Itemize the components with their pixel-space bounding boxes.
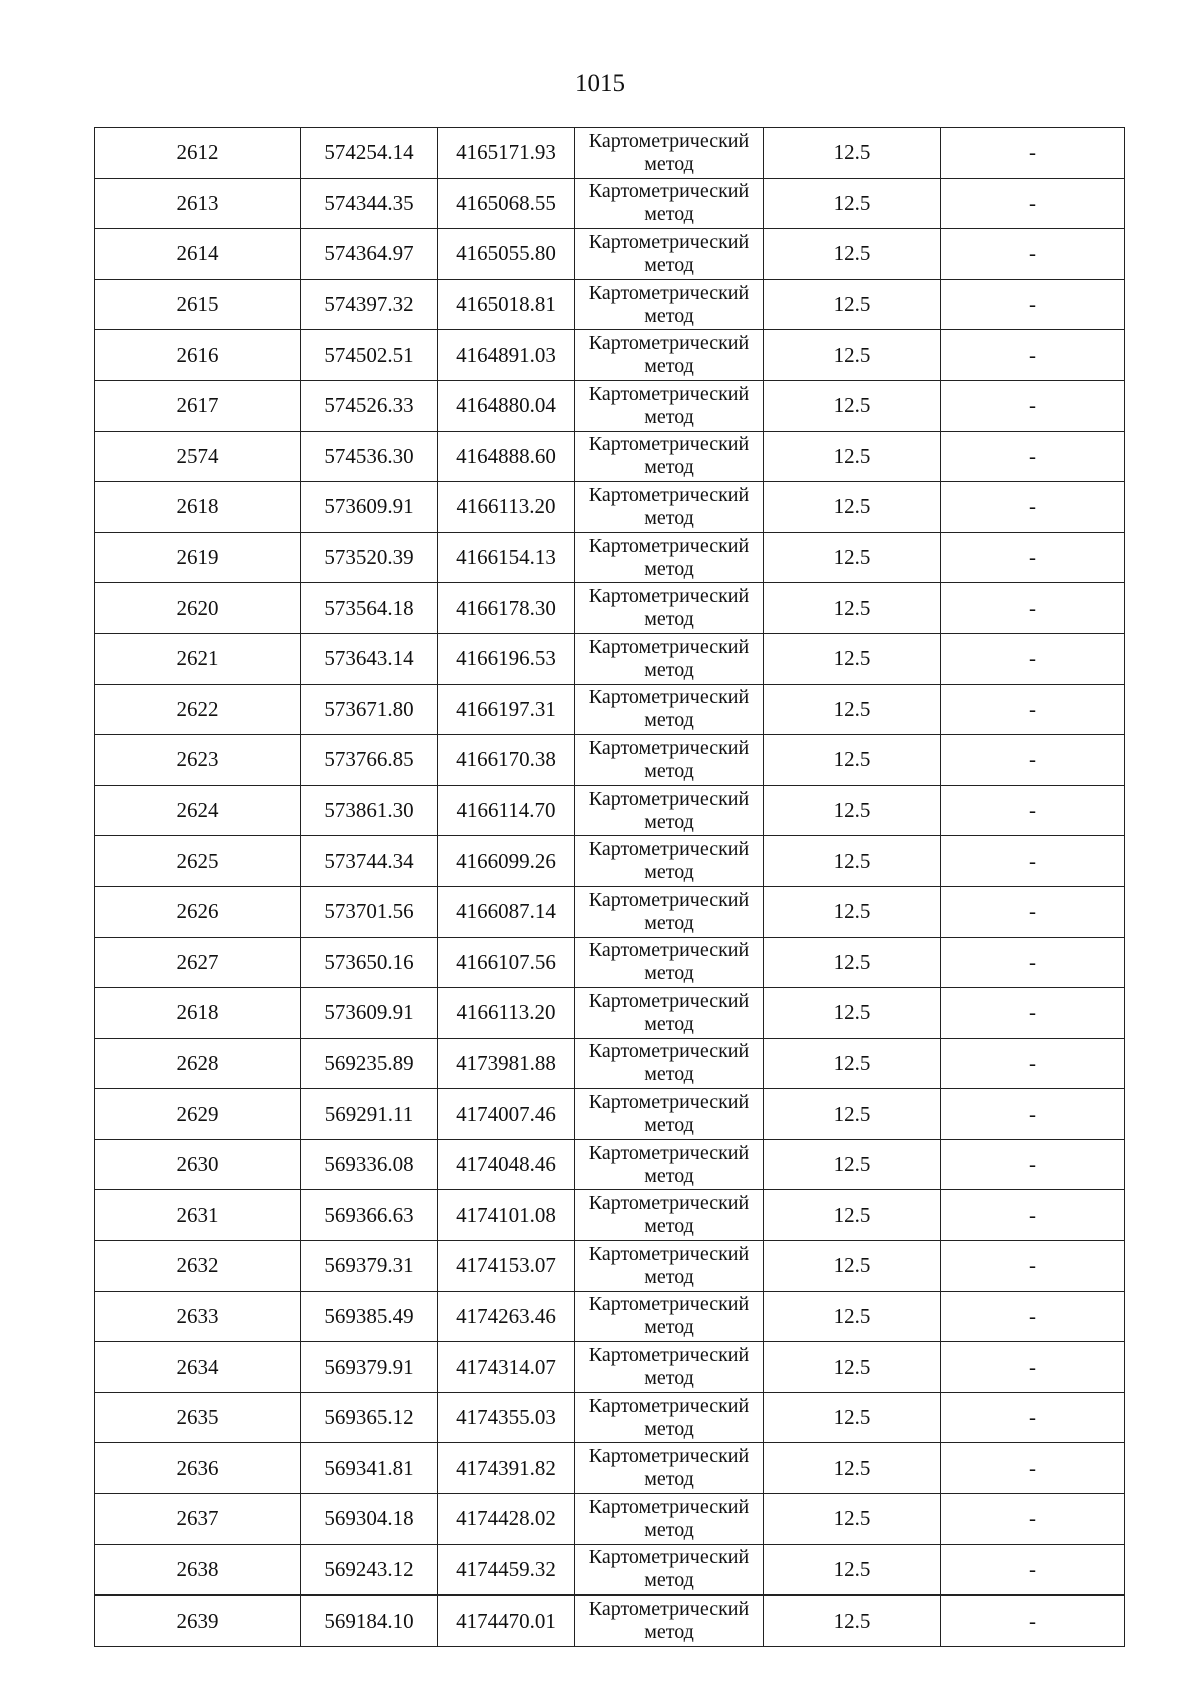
method-line-1: Картометрический xyxy=(588,888,750,911)
y-coordinate-cell: 4166087.14 xyxy=(438,886,575,937)
method-line-1: Картометрический xyxy=(588,534,750,557)
method-line-2: метод xyxy=(644,759,694,782)
method-cell xyxy=(575,684,764,735)
table-row xyxy=(95,1494,1125,1545)
method-cell xyxy=(575,330,764,381)
point-number-cell: 2623 xyxy=(95,735,301,786)
point-number-cell: 2625 xyxy=(95,836,301,887)
point-number-cell: 2635 xyxy=(95,1392,301,1443)
point-number-cell: 2629 xyxy=(95,1089,301,1140)
method-cell xyxy=(575,128,764,179)
method-line-2: метод xyxy=(644,304,694,327)
note-cell: - xyxy=(941,1291,1125,1342)
table-row xyxy=(95,482,1125,533)
point-number-cell: 2614 xyxy=(95,229,301,280)
method-line-2: метод xyxy=(644,911,694,934)
method-line-1: Картометрический xyxy=(588,1445,750,1468)
y-coordinate-cell: 4174007.46 xyxy=(438,1089,575,1140)
y-coordinate-cell: 4174355.03 xyxy=(438,1392,575,1443)
x-coordinate-cell: 573643.14 xyxy=(301,633,438,684)
method-line-1: Картометрический xyxy=(588,1192,750,1215)
error-cell: 12.5 xyxy=(764,128,941,179)
table-row xyxy=(95,178,1125,229)
table-row xyxy=(95,1038,1125,1089)
error-cell: 12.5 xyxy=(764,1595,941,1646)
y-coordinate-cell: 4174263.46 xyxy=(438,1291,575,1342)
method-line-2: метод xyxy=(644,962,694,985)
method-line-2: метод xyxy=(644,152,694,175)
y-coordinate-cell: 4166197.31 xyxy=(438,684,575,735)
method-cell xyxy=(575,1291,764,1342)
method-cell xyxy=(575,178,764,229)
method-line-1: Картометрический xyxy=(588,1242,750,1265)
y-coordinate-cell: 4164891.03 xyxy=(438,330,575,381)
method-cell xyxy=(575,229,764,280)
error-cell: 12.5 xyxy=(764,1443,941,1494)
method-line-1: Картометрический xyxy=(588,1598,750,1621)
x-coordinate-cell: 569366.63 xyxy=(301,1190,438,1241)
note-cell: - xyxy=(941,937,1125,988)
method-cell xyxy=(575,886,764,937)
method-line-2: метод xyxy=(644,1164,694,1187)
error-cell: 12.5 xyxy=(764,229,941,280)
error-cell: 12.5 xyxy=(764,1342,941,1393)
error-cell: 12.5 xyxy=(764,1544,941,1595)
note-cell: - xyxy=(941,482,1125,533)
method-line-1: Картометрический xyxy=(588,1040,750,1063)
method-line-1: Картометрический xyxy=(588,1394,750,1417)
method-cell xyxy=(575,988,764,1039)
method-line-2: метод xyxy=(644,456,694,479)
method-line-1: Картометрический xyxy=(588,787,750,810)
method-cell xyxy=(575,380,764,431)
y-coordinate-cell: 4174391.82 xyxy=(438,1443,575,1494)
point-number-cell: 2628 xyxy=(95,1038,301,1089)
y-coordinate-cell: 4165055.80 xyxy=(438,229,575,280)
method-line-1: Картометрический xyxy=(588,1546,750,1569)
y-coordinate-cell: 4165018.81 xyxy=(438,279,575,330)
note-cell: - xyxy=(941,1038,1125,1089)
x-coordinate-cell: 569291.11 xyxy=(301,1089,438,1140)
table-row xyxy=(95,1443,1125,1494)
error-cell: 12.5 xyxy=(764,735,941,786)
table-row xyxy=(95,1139,1125,1190)
point-number-cell: 2632 xyxy=(95,1241,301,1292)
coordinates-table xyxy=(94,127,1125,1647)
x-coordinate-cell: 573861.30 xyxy=(301,785,438,836)
note-cell: - xyxy=(941,785,1125,836)
point-number-cell: 2624 xyxy=(95,785,301,836)
point-number-cell: 2622 xyxy=(95,684,301,735)
x-coordinate-cell: 569341.81 xyxy=(301,1443,438,1494)
note-cell: - xyxy=(941,886,1125,937)
method-line-1: Картометрический xyxy=(588,332,750,355)
method-line-1: Картометрический xyxy=(588,230,750,253)
method-line-1: Картометрический xyxy=(588,736,750,759)
method-cell xyxy=(575,1038,764,1089)
error-cell: 12.5 xyxy=(764,330,941,381)
error-cell: 12.5 xyxy=(764,431,941,482)
method-line-1: Картометрический xyxy=(588,382,750,405)
x-coordinate-cell: 573609.91 xyxy=(301,988,438,1039)
table-row xyxy=(95,128,1125,179)
method-line-1: Картометрический xyxy=(588,129,750,152)
x-coordinate-cell: 573520.39 xyxy=(301,532,438,583)
table-row xyxy=(95,583,1125,634)
y-coordinate-cell: 4166099.26 xyxy=(438,836,575,887)
table-row xyxy=(95,1291,1125,1342)
method-line-2: метод xyxy=(644,1215,694,1238)
x-coordinate-cell: 573650.16 xyxy=(301,937,438,988)
table-row xyxy=(95,1595,1125,1646)
x-coordinate-cell: 569304.18 xyxy=(301,1494,438,1545)
error-cell: 12.5 xyxy=(764,178,941,229)
method-cell xyxy=(575,785,764,836)
method-line-1: Картометрический xyxy=(588,585,750,608)
x-coordinate-cell: 569243.12 xyxy=(301,1544,438,1595)
method-line-1: Картометрический xyxy=(588,686,750,709)
x-coordinate-cell: 569365.12 xyxy=(301,1392,438,1443)
point-number-cell: 2616 xyxy=(95,330,301,381)
error-cell: 12.5 xyxy=(764,1392,941,1443)
method-cell xyxy=(575,583,764,634)
point-number-cell: 2620 xyxy=(95,583,301,634)
note-cell: - xyxy=(941,1241,1125,1292)
method-cell xyxy=(575,279,764,330)
note-cell: - xyxy=(941,1494,1125,1545)
y-coordinate-cell: 4164888.60 xyxy=(438,431,575,482)
y-coordinate-cell: 4166113.20 xyxy=(438,988,575,1039)
y-coordinate-cell: 4166114.70 xyxy=(438,785,575,836)
error-cell: 12.5 xyxy=(764,1494,941,1545)
method-cell xyxy=(575,431,764,482)
point-number-cell: 2626 xyxy=(95,886,301,937)
method-line-2: метод xyxy=(644,1468,694,1491)
x-coordinate-cell: 573744.34 xyxy=(301,836,438,887)
method-line-2: метод xyxy=(644,1012,694,1035)
y-coordinate-cell: 4165171.93 xyxy=(438,128,575,179)
method-cell xyxy=(575,1595,764,1646)
x-coordinate-cell: 573671.80 xyxy=(301,684,438,735)
table-row xyxy=(95,229,1125,280)
method-cell xyxy=(575,1494,764,1545)
method-cell xyxy=(575,1241,764,1292)
point-number-cell: 2631 xyxy=(95,1190,301,1241)
method-line-1: Картометрический xyxy=(588,1141,750,1164)
method-line-2: метод xyxy=(644,709,694,732)
method-line-1: Картометрический xyxy=(588,1495,750,1518)
point-number-cell: 2612 xyxy=(95,128,301,179)
x-coordinate-cell: 574536.30 xyxy=(301,431,438,482)
error-cell: 12.5 xyxy=(764,937,941,988)
point-number-cell: 2638 xyxy=(95,1544,301,1595)
y-coordinate-cell: 4174101.08 xyxy=(438,1190,575,1241)
method-line-2: метод xyxy=(644,1569,694,1592)
note-cell: - xyxy=(941,684,1125,735)
x-coordinate-cell: 574364.97 xyxy=(301,229,438,280)
y-coordinate-cell: 4165068.55 xyxy=(438,178,575,229)
note-cell: - xyxy=(941,1595,1125,1646)
note-cell: - xyxy=(941,279,1125,330)
method-line-2: метод xyxy=(644,557,694,580)
error-cell: 12.5 xyxy=(764,785,941,836)
point-number-cell: 2574 xyxy=(95,431,301,482)
point-number-cell: 2636 xyxy=(95,1443,301,1494)
method-cell xyxy=(575,633,764,684)
table-row xyxy=(95,1089,1125,1140)
table-row xyxy=(95,886,1125,937)
x-coordinate-cell: 569184.10 xyxy=(301,1595,438,1646)
method-line-2: метод xyxy=(644,253,694,276)
method-cell xyxy=(575,1139,764,1190)
y-coordinate-cell: 4166113.20 xyxy=(438,482,575,533)
table-row xyxy=(95,735,1125,786)
method-line-1: Картометрический xyxy=(588,939,750,962)
x-coordinate-cell: 569336.08 xyxy=(301,1139,438,1190)
method-line-2: метод xyxy=(644,1114,694,1137)
table-row xyxy=(95,836,1125,887)
method-cell xyxy=(575,1392,764,1443)
x-coordinate-cell: 574397.32 xyxy=(301,279,438,330)
table-row xyxy=(95,785,1125,836)
method-line-2: метод xyxy=(644,810,694,833)
x-coordinate-cell: 574254.14 xyxy=(301,128,438,179)
table-row xyxy=(95,1190,1125,1241)
note-cell: - xyxy=(941,178,1125,229)
method-line-2: метод xyxy=(644,1316,694,1339)
note-cell: - xyxy=(941,836,1125,887)
method-line-2: метод xyxy=(644,658,694,681)
note-cell: - xyxy=(941,1139,1125,1190)
table-row xyxy=(95,1392,1125,1443)
method-line-1: Картометрический xyxy=(588,635,750,658)
error-cell: 12.5 xyxy=(764,988,941,1039)
x-coordinate-cell: 573766.85 xyxy=(301,735,438,786)
table-row xyxy=(95,532,1125,583)
method-line-2: метод xyxy=(644,506,694,529)
error-cell: 12.5 xyxy=(764,633,941,684)
y-coordinate-cell: 4166154.13 xyxy=(438,532,575,583)
point-number-cell: 2634 xyxy=(95,1342,301,1393)
table-row xyxy=(95,937,1125,988)
x-coordinate-cell: 569235.89 xyxy=(301,1038,438,1089)
point-number-cell: 2613 xyxy=(95,178,301,229)
x-coordinate-cell: 573564.18 xyxy=(301,583,438,634)
table-row xyxy=(95,633,1125,684)
note-cell: - xyxy=(941,1443,1125,1494)
method-line-2: метод xyxy=(644,1417,694,1440)
y-coordinate-cell: 4166170.38 xyxy=(438,735,575,786)
method-line-1: Картометрический xyxy=(588,483,750,506)
note-cell: - xyxy=(941,735,1125,786)
y-coordinate-cell: 4174459.32 xyxy=(438,1544,575,1595)
method-line-1: Картометрический xyxy=(588,281,750,304)
note-cell: - xyxy=(941,988,1125,1039)
y-coordinate-cell: 4173981.88 xyxy=(438,1038,575,1089)
y-coordinate-cell: 4166196.53 xyxy=(438,633,575,684)
note-cell: - xyxy=(941,1089,1125,1140)
table-row xyxy=(95,1342,1125,1393)
y-coordinate-cell: 4166178.30 xyxy=(438,583,575,634)
error-cell: 12.5 xyxy=(764,1190,941,1241)
error-cell: 12.5 xyxy=(764,886,941,937)
x-coordinate-cell: 569379.31 xyxy=(301,1241,438,1292)
method-line-2: метод xyxy=(644,1621,694,1644)
note-cell: - xyxy=(941,431,1125,482)
y-coordinate-cell: 4174428.02 xyxy=(438,1494,575,1545)
point-number-cell: 2621 xyxy=(95,633,301,684)
point-number-cell: 2637 xyxy=(95,1494,301,1545)
method-line-1: Картометрический xyxy=(588,838,750,861)
error-cell: 12.5 xyxy=(764,583,941,634)
x-coordinate-cell: 569379.91 xyxy=(301,1342,438,1393)
method-line-2: метод xyxy=(644,405,694,428)
error-cell: 12.5 xyxy=(764,380,941,431)
x-coordinate-cell: 574526.33 xyxy=(301,380,438,431)
error-cell: 12.5 xyxy=(764,684,941,735)
error-cell: 12.5 xyxy=(764,532,941,583)
table-row xyxy=(95,279,1125,330)
method-line-2: метод xyxy=(644,1265,694,1288)
error-cell: 12.5 xyxy=(764,1038,941,1089)
page-number: 1015 xyxy=(575,70,625,97)
method-line-2: метод xyxy=(644,1367,694,1390)
method-line-2: метод xyxy=(644,1518,694,1541)
error-cell: 12.5 xyxy=(764,279,941,330)
error-cell: 12.5 xyxy=(764,482,941,533)
method-cell xyxy=(575,836,764,887)
method-cell xyxy=(575,1342,764,1393)
method-cell xyxy=(575,1544,764,1595)
x-coordinate-cell: 569385.49 xyxy=(301,1291,438,1342)
point-number-cell: 2617 xyxy=(95,380,301,431)
x-coordinate-cell: 574344.35 xyxy=(301,178,438,229)
point-number-cell: 2633 xyxy=(95,1291,301,1342)
method-line-2: метод xyxy=(644,355,694,378)
point-number-cell: 2618 xyxy=(95,482,301,533)
method-cell xyxy=(575,1089,764,1140)
method-cell xyxy=(575,482,764,533)
method-line-2: метод xyxy=(644,861,694,884)
y-coordinate-cell: 4174048.46 xyxy=(438,1139,575,1190)
point-number-cell: 2639 xyxy=(95,1595,301,1646)
table-row xyxy=(95,431,1125,482)
error-cell: 12.5 xyxy=(764,1241,941,1292)
x-coordinate-cell: 573609.91 xyxy=(301,482,438,533)
table-row xyxy=(95,1241,1125,1292)
method-line-1: Картометрический xyxy=(588,1293,750,1316)
note-cell: - xyxy=(941,1392,1125,1443)
coordinates-table-body xyxy=(95,128,1125,1647)
table-row xyxy=(95,684,1125,735)
error-cell: 12.5 xyxy=(764,836,941,887)
table-row xyxy=(95,988,1125,1039)
table-row xyxy=(95,380,1125,431)
method-cell xyxy=(575,1443,764,1494)
y-coordinate-cell: 4166107.56 xyxy=(438,937,575,988)
point-number-cell: 2630 xyxy=(95,1139,301,1190)
note-cell: - xyxy=(941,229,1125,280)
note-cell: - xyxy=(941,532,1125,583)
method-line-1: Картометрический xyxy=(588,433,750,456)
table-row xyxy=(95,1544,1125,1595)
method-line-1: Картометрический xyxy=(588,1344,750,1367)
table-row xyxy=(95,330,1125,381)
method-line-2: метод xyxy=(644,608,694,631)
note-cell: - xyxy=(941,633,1125,684)
error-cell: 12.5 xyxy=(764,1139,941,1190)
method-cell xyxy=(575,532,764,583)
method-cell xyxy=(575,735,764,786)
point-number-cell: 2615 xyxy=(95,279,301,330)
y-coordinate-cell: 4174314.07 xyxy=(438,1342,575,1393)
x-coordinate-cell: 574502.51 xyxy=(301,330,438,381)
note-cell: - xyxy=(941,330,1125,381)
point-number-cell: 2627 xyxy=(95,937,301,988)
note-cell: - xyxy=(941,1342,1125,1393)
method-line-1: Картометрический xyxy=(588,989,750,1012)
note-cell: - xyxy=(941,1190,1125,1241)
y-coordinate-cell: 4174153.07 xyxy=(438,1241,575,1292)
method-line-1: Картометрический xyxy=(588,1091,750,1114)
note-cell: - xyxy=(941,1544,1125,1595)
y-coordinate-cell: 4164880.04 xyxy=(438,380,575,431)
error-cell: 12.5 xyxy=(764,1291,941,1342)
method-cell xyxy=(575,1190,764,1241)
note-cell: - xyxy=(941,583,1125,634)
y-coordinate-cell: 4174470.01 xyxy=(438,1595,575,1646)
error-cell: 12.5 xyxy=(764,1089,941,1140)
method-cell xyxy=(575,937,764,988)
x-coordinate-cell: 573701.56 xyxy=(301,886,438,937)
method-line-1: Картометрический xyxy=(588,180,750,203)
method-line-2: метод xyxy=(644,1063,694,1086)
method-line-2: метод xyxy=(644,203,694,226)
point-number-cell: 2618 xyxy=(95,988,301,1039)
point-number-cell: 2619 xyxy=(95,532,301,583)
note-cell: - xyxy=(941,128,1125,179)
note-cell: - xyxy=(941,380,1125,431)
